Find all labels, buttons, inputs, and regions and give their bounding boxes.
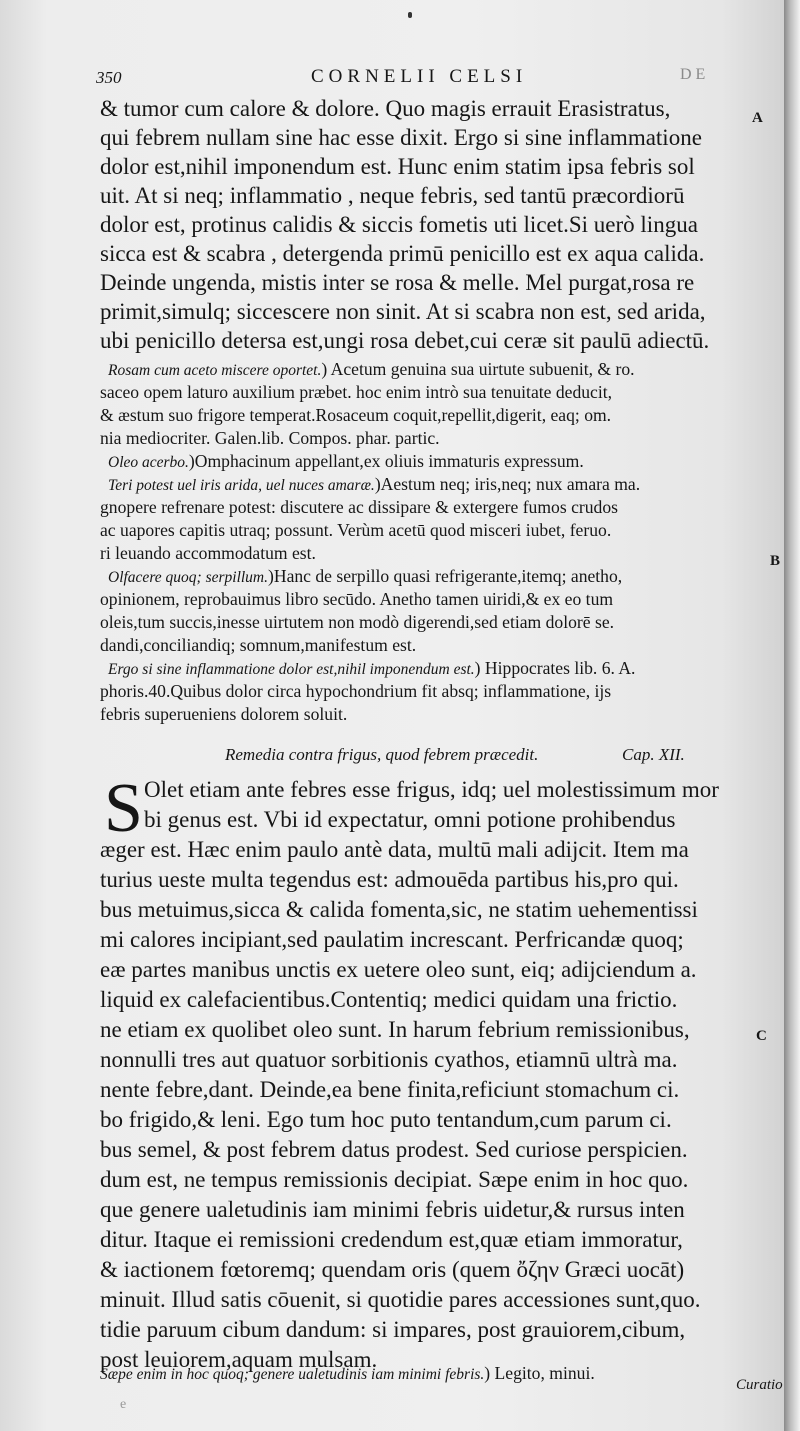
commentary-text: nia mediocriter. Galen.lib. Compos. phar. partic. [100,428,440,448]
text-line: sicca est & scabra , detergenda primū penicillo est ex aqua calida. [100,241,705,266]
commentary-lemma: Sæpe enim in hoc quoq; genere ualetudinis iam minimi febris. [100,1366,485,1383]
text-line: dum est, ne tempus remissionis decipiat. Sæpe enim in hoc quo. [100,1167,689,1192]
commentary-line [100,1362,766,1385]
text-line: æger est. Hæc enim paulo antè data, multū mali adijcit. Item ma [100,837,689,862]
commentary-line [100,381,766,404]
commentary-lemma: Olfacere quoq; serpillum. [108,569,268,586]
commentary-line [100,588,766,611]
commentary-line [100,404,766,427]
text-line: bi genus est. Vbi id expectatur, omni potione prohibendus [144,807,676,832]
commentary-text: opinionem, reprobauimus libro secūdo. Anetho tamen uiridi,& ex eo tum [100,589,614,609]
text-line: Olet etiam ante febres esse frigus, idq; uel molestissimum mor [144,777,719,802]
commentary-upper [100,358,766,726]
commentary-text: phoris.40.Quibus dolor circa hypochondrium fit absq; inflammatione, ijs [100,681,612,701]
text-line: bo frigido,& leni. Ego tum hoc puto tentandum,cum parum ci. [100,1107,672,1132]
commentary-text: ac uapores capitis utraq; possunt. Verùm acetū quod misceri iubet, feruo. [100,520,612,540]
main-text-lower [100,770,766,1375]
text-line: & tumor cum calore & dolore. Quo magis errauit Erasistratus, [100,96,671,121]
chapter-number: Cap. XII. [622,745,685,764]
text-line: nente febre,dant. Deinde,ea bene finita,reficiunt stomachum ci. [100,1077,680,1102]
commentary-text: febris superueniens dolorem soluit. [100,704,348,724]
commentary-line [100,634,766,657]
text-line: mi calores incipiant,sed paulatim increscant. Perfricandæ quoq; [100,927,684,952]
commentary-line [100,427,766,450]
commentary-text: oleis,tum succis,inesse uirtutem non modò digerendi,sed etiam dolorē se. [100,612,615,632]
commentary-line [100,473,766,496]
text-line: bus metuimus,sicca & calida fomenta,sic, ne statim uehementissi [100,897,698,922]
commentary-line [100,680,766,703]
margin-letter-c: C [756,1028,767,1044]
commentary-text: gnopere refrenare potest: discutere ac dissipare & extergere fumos crudos [100,497,618,517]
text-line: turius ueste multa tegendus est: admouēda partibus his,pro qui. [100,867,679,892]
commentary-line [100,542,766,565]
commentary-lower [100,1362,766,1385]
ink-mark [408,12,412,18]
text-line: dolor est, protinus calidis & siccis fometis uti licet.Si uerò lingua [100,212,698,237]
commentary-lemma: Oleo acerbo. [108,454,189,471]
commentary-line [100,611,766,634]
text-line: liquid ex calefacientibus.Contentiq; medici quidam una frictio. [100,987,678,1012]
commentary-line [100,358,766,381]
margin-letter-a: A [752,110,763,126]
text-line: dolor est,nihil imponendum est. Hunc enim statim ipsa febris sol [100,154,695,179]
commentary-line [100,565,766,588]
footer-bleed-mark: e [120,1397,127,1412]
text-line: eæ partes manibus unctis ex uetere oleo sunt, eiq; adijciendum a. [100,957,697,982]
text-line: post leuiorem,aquam mulsam. [100,1347,378,1372]
text-line: bus semel, & post febrem datus prodest. Sed curiose perspicien. [100,1137,688,1162]
page-number: 350 [96,68,122,87]
commentary-text: )Aestum neq; iris,neq; nux amara ma. [374,474,641,494]
chapter-heading [225,745,765,765]
text-line: primit,simulq; siccescere non sinit. At si scabra non est, sed arida, [100,299,706,324]
catchword: Curatio [736,1377,783,1393]
text-line: ditur. Itaque ei remissioni credendum est,quæ etiam immoratur, [100,1227,683,1252]
commentary-text: ri leuando accommodatum est. [100,543,316,563]
commentary-lemma: Teri potest uel iris arida, uel nuces amaræ. [108,477,375,494]
text-line: uit. At si neq; inflammatio , neque febris, sed tantū præcordiorū [100,183,685,208]
commentary-text: ) Acetum genuina sua uirtute subuenit, & ro. [321,359,635,379]
text-line: minuit. Illud satis cōuenit, si quotidie pares accessiones sunt,quo. [100,1287,701,1312]
text-line: tidie paruum cibum dandum: si impares, post grauiorem,cibum, [100,1317,686,1342]
running-head: CORNELII CELSI [311,66,528,87]
commentary-text: dandi,conciliandiq; somnum,manifestum est. [100,635,417,655]
commentary-text: )Hanc de serpillo quasi refrigerante,itemq; anetho, [268,566,623,586]
text-line: & iactionem fœtoremq; quendam oris (quem ὄζην Græci uocāt) [100,1257,685,1282]
chapter-title: Remedia contra frigus, quod febrem præcedit. [225,745,539,764]
commentary-text: saceo opem laturo auxilium præbet. hoc enim intrò sua tenuitate deducit, [100,382,613,402]
drop-initial: S [104,770,143,847]
text-line: que genere ualetudinis iam minimi febris uidetur,& rursus inten [100,1197,685,1222]
commentary-lemma: Ergo si sine inflammatione dolor est,nihil imponendum est. [108,661,475,678]
commentary-text: )Omphacinum appellant,ex oliuis immaturis expressum. [188,451,584,471]
commentary-lemma: Rosam cum aceto miscere oportet. [108,362,322,379]
commentary-line [100,496,766,519]
text-line: qui febrem nullam sine hac esse dixit. Ergo si sine inflammatione [100,125,702,150]
commentary-text: & æstum suo frigore temperat.Rosaceum coquit,repellit,digerit, eaq; om. [100,405,612,425]
text-line: ne etiam ex quolibet oleo sunt. In harum febrium remissionibus, [100,1017,690,1042]
page-edge-shadow [784,0,800,1431]
commentary-text: ) Hippocrates lib. 6. A. [474,658,636,678]
bleed-through-text: DE [680,66,710,83]
commentary-line [100,657,766,680]
commentary-line [100,450,766,473]
page-header [96,66,776,90]
text-line: Deinde ungenda, mistis inter se rosa & melle. Mel purgat,rosa re [100,270,695,295]
commentary-line [100,703,766,726]
margin-letter-b: B [770,553,781,569]
commentary-line [100,519,766,542]
main-text-upper [100,94,766,355]
text-line: ubi penicillo detersa est,ungi rosa debet,cui ceræ sit paulū adiectū. [100,328,710,353]
text-line: nonnulli tres aut quatuor sorbitionis cyathos, etiamnū ultrà ma. [100,1047,678,1072]
commentary-text: ) Legito, minui. [484,1363,595,1383]
